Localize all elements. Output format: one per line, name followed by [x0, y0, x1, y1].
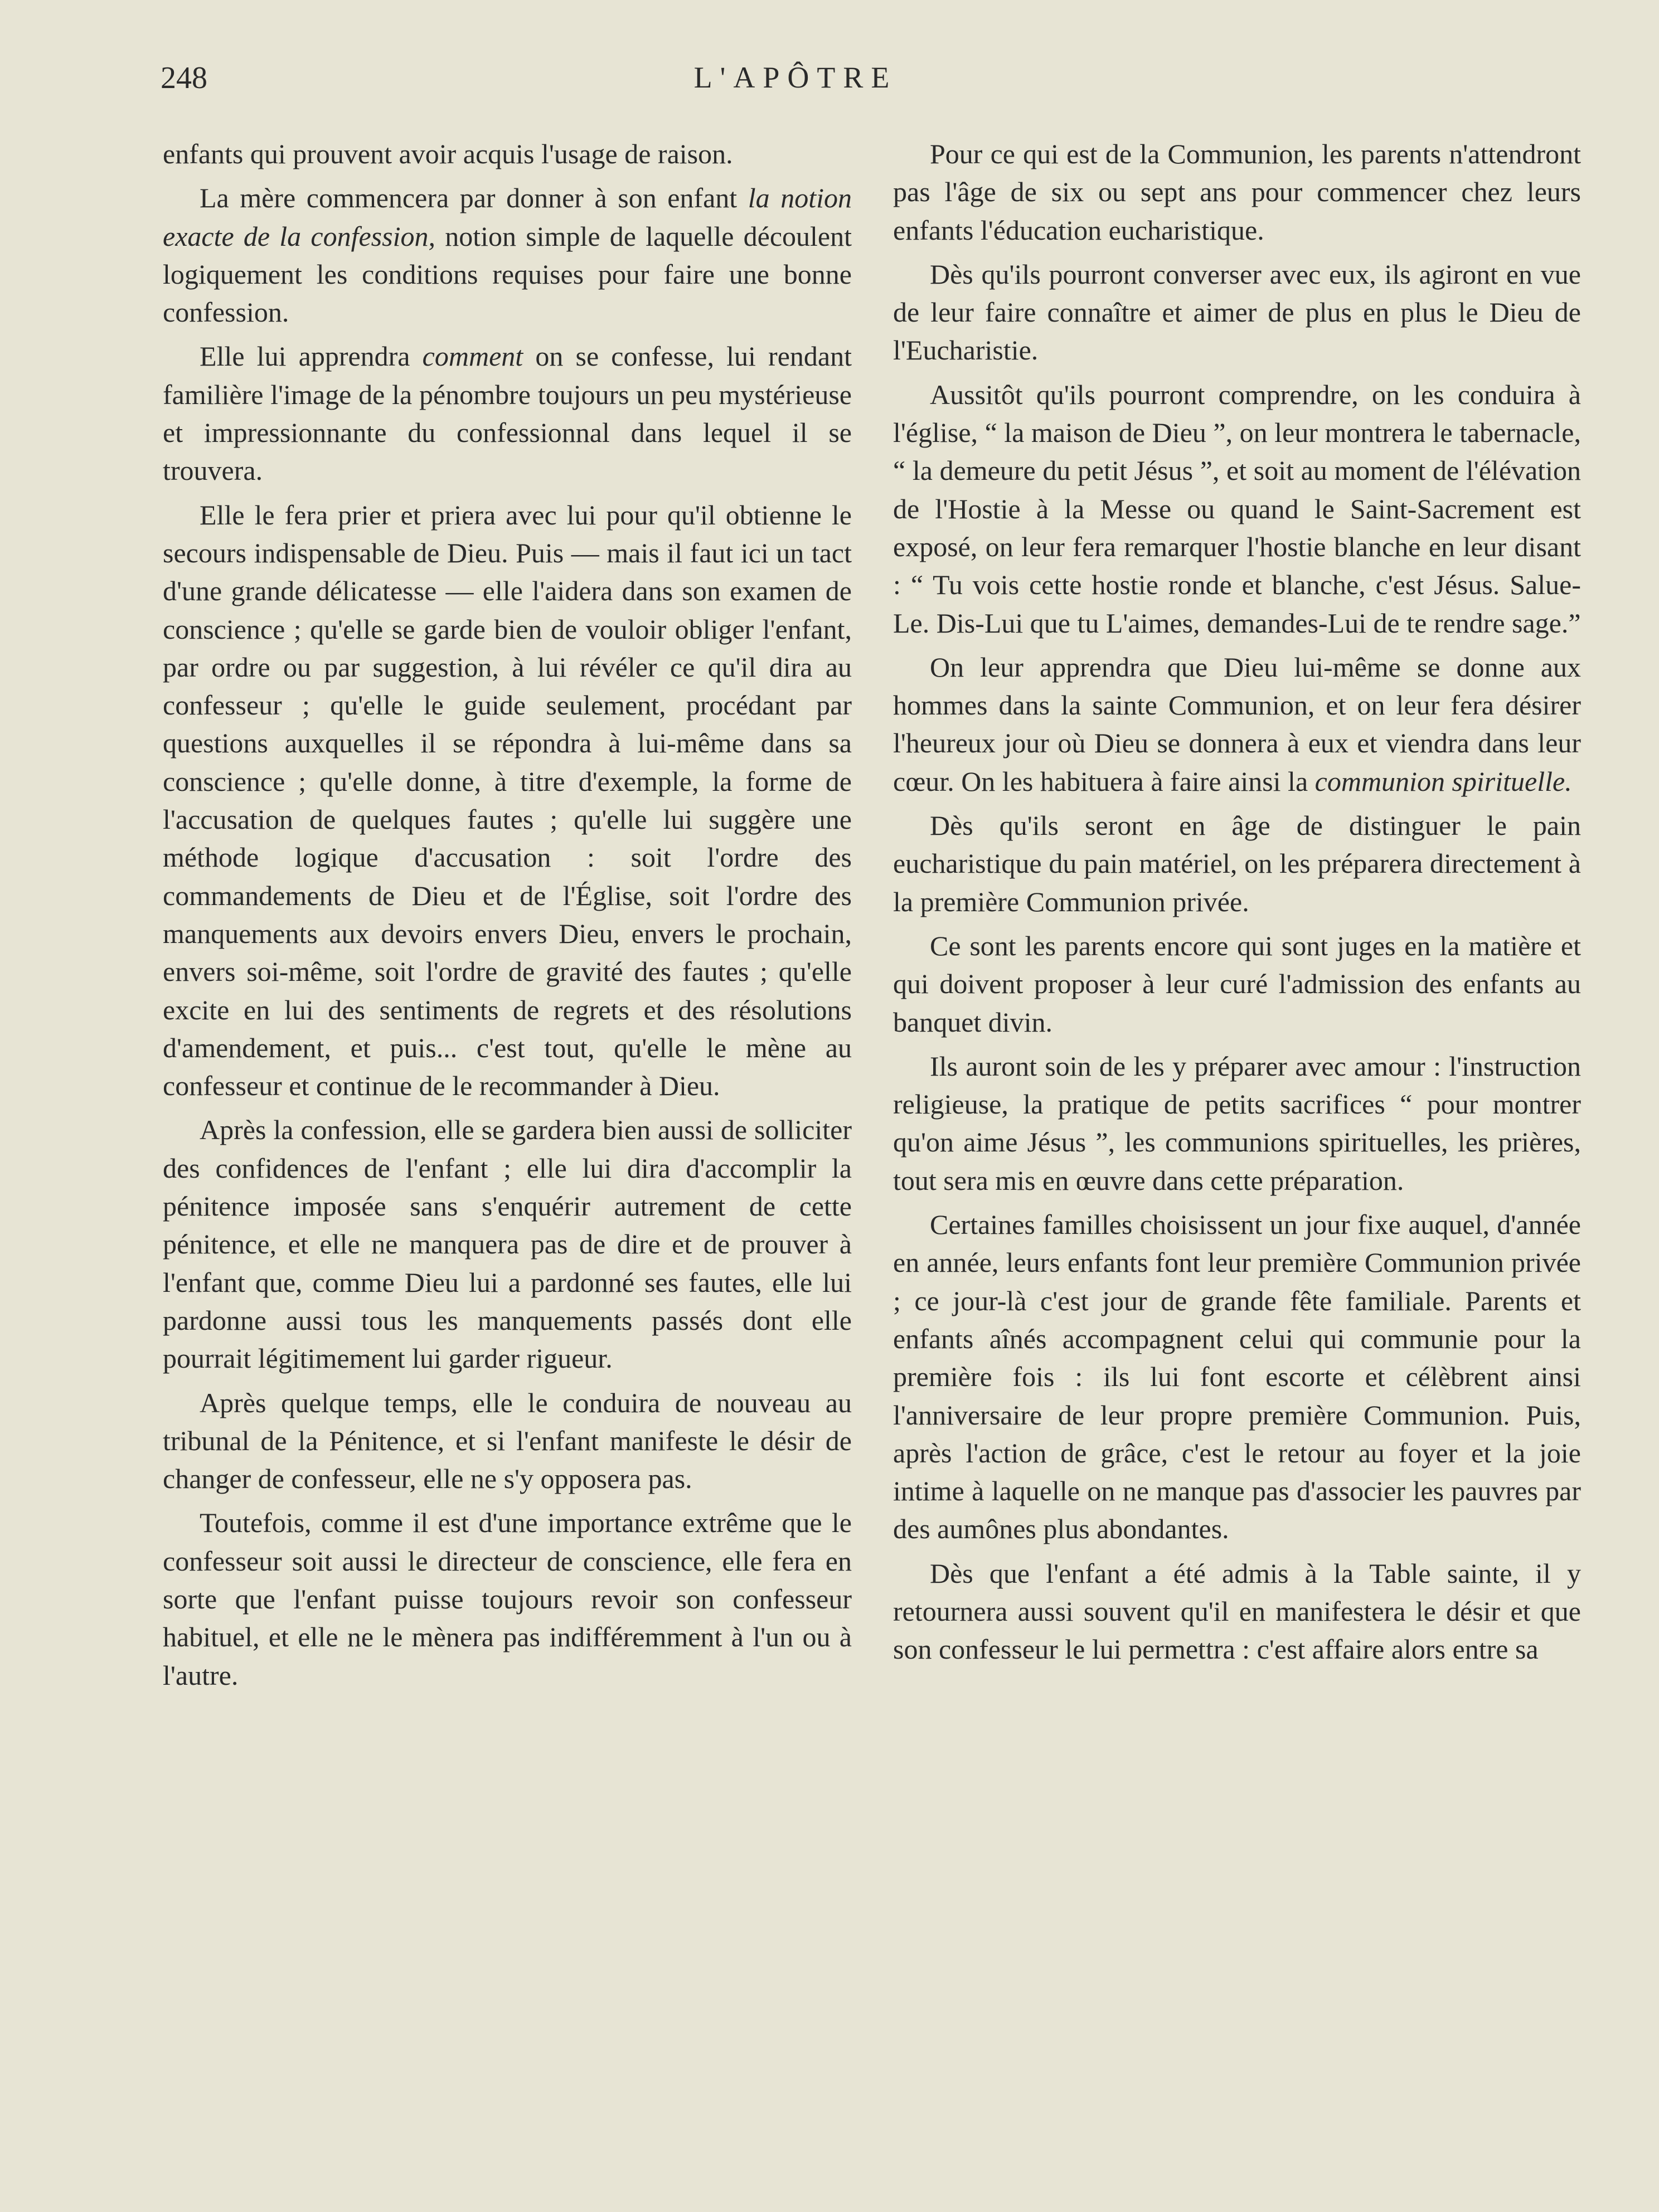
- text-run: La mère commencera par donner à son enfant: [200, 182, 748, 214]
- paragraph: Dès qu'ils pourront converser avec eux, ils agiront en vue de leur faire connaître et aimer de plus en plus le Dieu de l'Eucharistie.: [893, 258, 1581, 366]
- italic-text: la notion exacte de la confession,: [163, 182, 852, 252]
- text-run: notion simple de laquelle découlent logiquement les conditions requises pour faire une bonne confession.: [163, 220, 852, 328]
- paragraph: [893, 648, 1581, 800]
- paragraph: Ce sont les parents encore qui sont juges en la matière et qui doivent proposer à leur curé l'admission des enfants au banquet divin.: [893, 930, 1581, 1038]
- paragraph: Après quelque temps, elle le conduira de nouveau au tribunal de la Pénitence, et si l'enfant manifeste le désir de changer de confesseur, elle ne s'y opposera pas.: [163, 1387, 852, 1495]
- text-run: on se confesse, lui rendant familière l'image de la pénombre toujours un peu mystérieuse et impressionnante du confessionnal dans lequel il se trouvera.: [163, 341, 852, 487]
- text-run: Elle lui apprendra: [200, 341, 423, 372]
- paragraph: Pour ce qui est de la Communion, les parents n'attendront pas l'âge de six ou sept ans pour commencer chez leurs enfants l'éducation eucharistique.: [893, 138, 1581, 246]
- text-run: On leur apprendra que Dieu lui-même se donne aux hommes dans la sainte Communion, et on leur fera désirer l'heureux jour où Dieu se donnera à eux et viendra dans leur cœur. On les habituera à faire ainsi la: [893, 651, 1581, 797]
- paragraph: Certaines familles choisissent un jour fixe auquel, d'année en année, leurs enfants font leur première Communion privée ; ce jour-là c'est jour de grande fête familiale. Parents et enfants aînés accompagnent celui qui communie pour la première fois : ils lui font escorte et célèbrent ainsi l'anniversaire de leur propre première Communion. Puis, après l'action de grâce, c'est le retour au foyer et la joie intime à laquelle on ne manque pas d'associer les pauvres par des aumônes plus abondantes.: [893, 1209, 1581, 1545]
- page-header: [161, 60, 1559, 105]
- paragraph: Après la confession, elle se gardera bien aussi de solliciter des confidences de l'enfant ; elle lui dira d'accomplir la pénitence imposée sans s'enquérir autrement de cette pénitence, et elle ne manquera pas de dire et de prouver à l'enfant que, comme Dieu lui a pardonné ses fautes, elle lui pardonne aussi tous les manquements passés dont elle pourrait légitimement lui garder rigueur.: [163, 1114, 852, 1374]
- italic-text: comment: [422, 341, 523, 372]
- paragraph: Toutefois, comme il est d'une importance extrême que le confesseur soit aussi le directeur de conscience, elle fera en sorte que l'enfant puisse toujours revoir son confesseur habituel, et elle ne le mènera pas indifféremment à l'un ou à l'autre.: [163, 1507, 852, 1691]
- paragraph: Aussitôt qu'ils pourront comprendre, on les conduira à l'église, “ la maison de Dieu ”, on leur montrera le tabernacle, “ la demeure du petit Jésus ”, et soit au moment de l'élévation de l'Hostie à la Messe ou quand le Saint-Sacrement est exposé, on leur fera remarquer l'hostie blanche en leur disant : “ Tu vois cette hostie ronde et blanche, c'est Jésus. Salue-Le. Dis-Lui que tu L'aimes, demandes-Lui de te rendre sage.”: [893, 378, 1581, 639]
- paragraph: [163, 179, 852, 331]
- right-column: [893, 135, 1581, 1675]
- paragraph: Elle le fera prier et priera avec lui pour qu'il obtienne le secours indispensable de Dieu. Puis — mais il faut ici un tact d'une grande délicatesse — elle l'aidera dans son examen de conscience ; qu'elle se garde bien de vouloir obliger l'enfant, par ordre ou par suggestion, à lui révéler ce qu'il dira au confesseur ; qu'elle le guide seulement, procédant par questions auxquelles il se répondra à lui-même dans sa conscience ; qu'elle donne, à titre d'exemple, la forme de l'accusation de quelques fautes ; qu'elle lui suggère une méthode logique d'accusation : soit l'ordre des commandements de Dieu et de l'Église, soit l'ordre des manquements aux devoirs envers Dieu, envers le prochain, envers soi-même, soit l'ordre de gravité des fautes ; qu'elle excite en lui des sentiments de regrets et des résolutions d'amendement, et puis... c'est tout, qu'elle le mène au confesseur et continue de le recommander à Dieu.: [163, 499, 852, 1102]
- paragraph: Ils auront soin de les y préparer avec amour : l'instruction religieuse, la pratique de petits sacrifices “ pour montrer qu'on aime Jésus ”, les communions spirituelles, les prières, tout sera mis en œuvre dans cette préparation.: [893, 1050, 1581, 1196]
- running-title: L'APÔTRE: [693, 61, 898, 94]
- paragraph: [163, 337, 852, 489]
- italic-text: communion spirituelle.: [1314, 765, 1572, 797]
- page-number: 248: [161, 61, 207, 95]
- paragraph: Dès qu'ils seront en âge de distinguer le pain eucharistique du pain matériel, on les préparera directement à la première Communion privée.: [893, 810, 1581, 917]
- paragraph: enfants qui prouvent avoir acquis l'usage de raison.: [163, 138, 733, 169]
- paragraph: Dès que l'enfant a été admis à la Table sainte, il y retournera aussi souvent qu'il en manifestera le désir et que son confesseur le lui permettra : c'est affaire alors entre sa: [893, 1557, 1581, 1665]
- left-column: [163, 135, 852, 1700]
